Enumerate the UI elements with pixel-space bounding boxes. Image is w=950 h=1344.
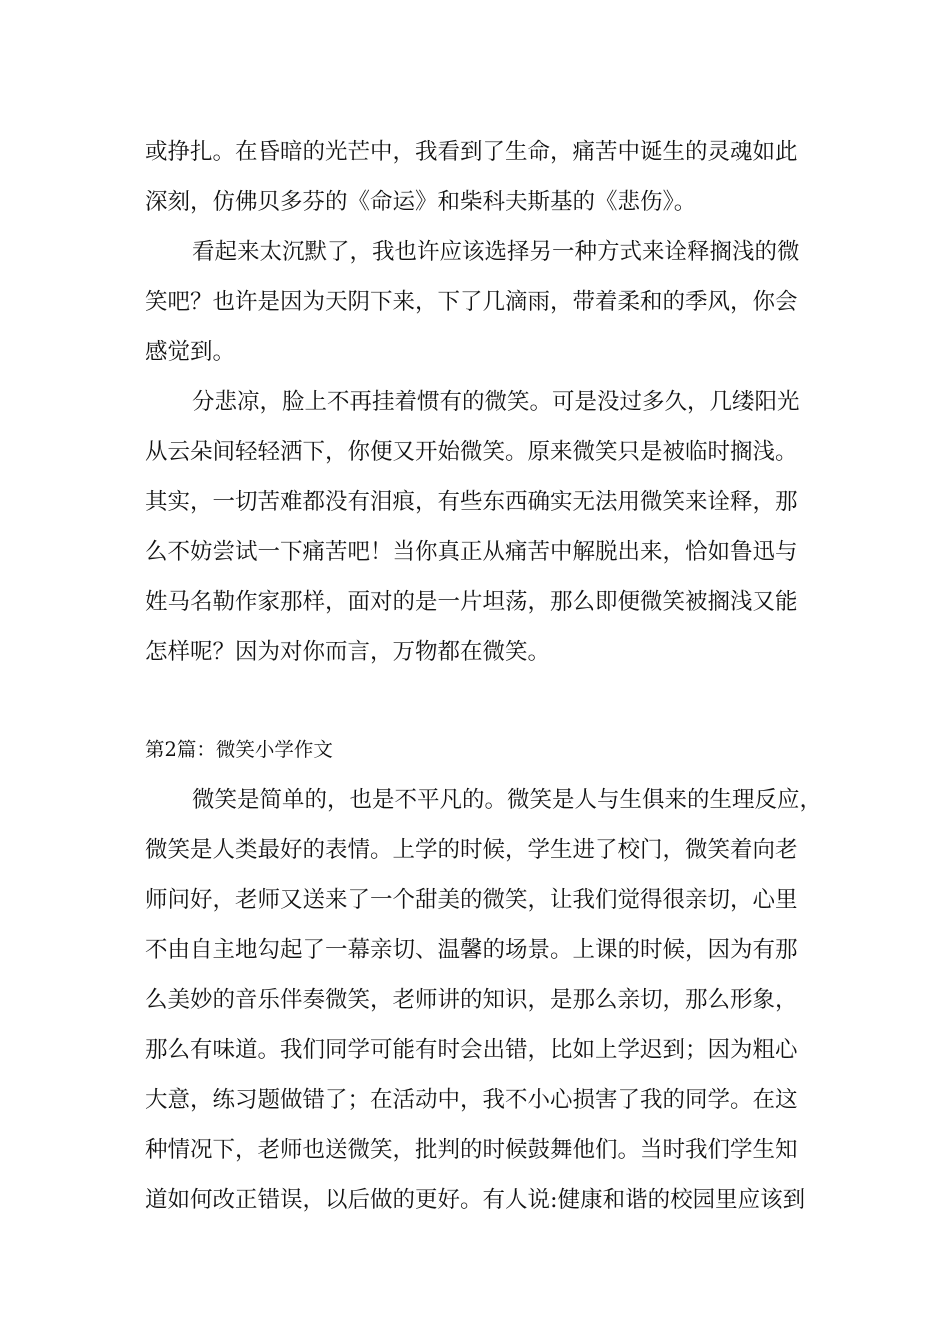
text-line: 微笑是简单的，也是不平凡的。微笑是人与生俱来的生理反应， xyxy=(192,787,823,813)
text-line: 看起来太沉默了，我也许应该选择另一种方式来诠释搁浅的微 xyxy=(192,239,800,265)
text-line: 么美妙的音乐伴奏微笑，老师讲的知识，是那么亲切，那么形象， xyxy=(145,987,798,1013)
section-heading: 第2篇：微笑小学作文 xyxy=(145,738,333,761)
text-line: 分悲凉，脸上不再挂着惯有的微笑。可是没过多久，几缕阳光 xyxy=(192,389,800,415)
text-line: 怎样呢？因为对你而言，万物都在微笑。 xyxy=(145,639,551,665)
text-line: 不由自主地勾起了一幕亲切、温馨的场景。上课的时候，因为有那 xyxy=(145,937,798,963)
text-line: 笑吧？也许是因为天阴下来，下了几滴雨，带着柔和的季风，你会 xyxy=(145,289,798,315)
text-line: 或挣扎。在昏暗的光芒中，我看到了生命，痛苦中诞生的灵魂如此 xyxy=(145,139,798,165)
text-line: 那么有味道。我们同学可能有时会出错，比如上学迟到；因为粗心 xyxy=(145,1037,798,1063)
text-line: 深刻，仿佛贝多芬的《命运》和柴科夫斯基的《悲伤》。 xyxy=(145,189,697,215)
text-line: 道如何改正错误，以后做的更好。有人说:健康和谐的校园里应该到 xyxy=(145,1187,806,1213)
text-line: 大意，练习题做错了；在活动中，我不小心损害了我的同学。在这 xyxy=(145,1087,798,1113)
text-line: 师问好，老师又送来了一个甜美的微笑，让我们觉得很亲切，心里 xyxy=(145,887,798,913)
text-line: 微笑是人类最好的表情。上学的时候，学生进了校门，微笑着向老 xyxy=(145,837,798,863)
text-line: 其实，一切苦难都没有泪痕，有些东西确实无法用微笑来诠释，那 xyxy=(145,489,798,515)
text-line: 姓马名勒作家那样，面对的是一片坦荡，那么即便微笑被搁浅又能 xyxy=(145,589,798,615)
text-line: 种情况下，老师也送微笑，批判的时候鼓舞他们。当时我们学生知 xyxy=(145,1137,798,1163)
text-line: 感觉到。 xyxy=(145,339,236,365)
text-line: 么不妨尝试一下痛苦吧！当你真正从痛苦中解脱出来，恰如鲁迅与 xyxy=(145,539,798,565)
text-line: 从云朵间轻轻洒下，你便又开始微笑。原来微笑只是被临时搁浅。 xyxy=(145,439,798,465)
